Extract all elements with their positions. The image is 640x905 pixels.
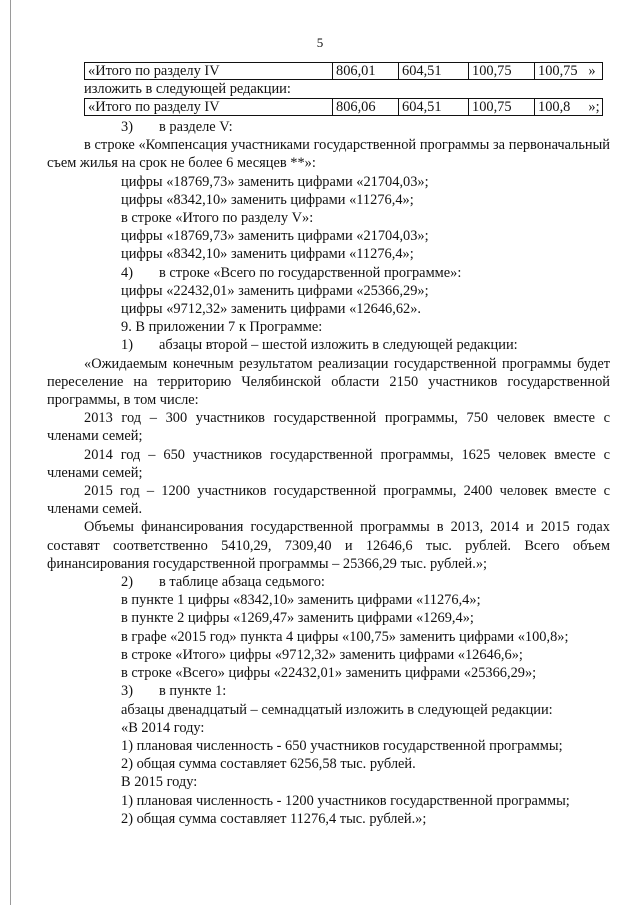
paragraph: в строке «Всего» цифры «22432,01» заменить цифрами «25366,29»; bbox=[121, 665, 537, 682]
paragraph: «В 2014 году: bbox=[121, 719, 205, 736]
table-cell-label: «Итого по разделу IV bbox=[85, 63, 333, 80]
scan-edge-line bbox=[10, 0, 11, 905]
paragraph: 3) в пункте 1: bbox=[121, 683, 227, 700]
table-row bbox=[85, 99, 603, 116]
paragraph: цифры «18769,73» заменить цифрами «21704,03»; bbox=[121, 228, 429, 245]
table-row bbox=[85, 63, 603, 80]
paragraph: «Ожидаемым конечным результатом реализации государственной программы будет переселение на территорию Челябинской области 2150 участников государственной программы, в том числе: bbox=[47, 355, 610, 409]
table-old-total bbox=[84, 62, 603, 80]
table-cell: 604,51 bbox=[399, 63, 469, 80]
paragraph: Объемы финансирования государственной программы в 2013, 2014 и 2015 годах составят соответственно 5410,29, 7309,40 и 12646,6 тыс. рублей. Всего объем финансирования государственной программы – 25366,29 тыс. рублей.»; bbox=[47, 519, 610, 572]
table-cell: 100,8 »; bbox=[535, 99, 603, 116]
paragraph: 2) в таблице абзаца седьмого: bbox=[121, 574, 325, 591]
paragraph: в строке «Итого» цифры «9712,32» заменить цифрами «12646,6»; bbox=[121, 646, 523, 663]
table-cell: 100,75 » bbox=[535, 63, 603, 80]
paragraph: цифры «22432,01» заменить цифрами «25366,29»; bbox=[121, 282, 429, 299]
paragraph: в пункте 1 цифры «8342,10» заменить цифрами «11276,4»; bbox=[121, 592, 481, 609]
table-cell-label: «Итого по разделу IV bbox=[85, 99, 333, 116]
document-body bbox=[47, 62, 610, 828]
paragraph: 2) общая сумма составляет 6256,58 тыс. рублей. bbox=[121, 756, 416, 773]
paragraph: в графе «2015 год» пункта 4 цифры «100,75» заменить цифрами «100,8»; bbox=[121, 628, 569, 645]
paragraph: 2) общая сумма составляет 11276,4 тыс. рублей.»; bbox=[121, 810, 427, 827]
table-cell: 604,51 bbox=[399, 99, 469, 116]
paragraph: 2014 год – 650 участников государственной программы, 1625 человек вместе с членами семей; bbox=[47, 446, 610, 481]
paragraph: цифры «9712,32» заменить цифрами «12646,62». bbox=[121, 301, 422, 318]
paragraph: в строке «Итого по разделу V»: bbox=[121, 210, 314, 227]
table-between-text: изложить в следующей редакции: bbox=[84, 81, 291, 97]
paragraph: 2013 год – 300 участников государственной программы, 750 человек вместе с членами семей; bbox=[47, 410, 610, 445]
table-cell: 100,75 bbox=[469, 99, 535, 116]
paragraph: 2015 год – 1200 участников государственной программы, 2400 человек вместе с членами семей. bbox=[47, 483, 610, 518]
paragraph: в строке «Компенсация участниками государственной программы за первоначальный съем жилья на срок не более 6 месяцев **»: bbox=[47, 137, 610, 172]
page-number: 5 bbox=[316, 35, 324, 50]
paragraph: цифры «18769,73» заменить цифрами «21704,03»; bbox=[121, 173, 429, 190]
paragraph: В 2015 году: bbox=[121, 774, 198, 791]
table-cell: 806,01 bbox=[333, 63, 399, 80]
paragraph: 4) в строке «Всего по государственной программе»: bbox=[121, 264, 462, 281]
paragraph: 1) плановая численность - 1200 участников государственной программы; bbox=[121, 792, 570, 809]
paragraph: цифры «8342,10» заменить цифрами «11276,4»; bbox=[121, 246, 414, 263]
table-cell: 806,06 bbox=[333, 99, 399, 116]
paragraph: 1) плановая численность - 650 участников государственной программы; bbox=[121, 737, 563, 754]
paragraph: 9. В приложении 7 к Программе: bbox=[121, 319, 323, 336]
paragraph: 3) в разделе V: bbox=[121, 119, 233, 135]
paragraph: цифры «8342,10» заменить цифрами «11276,4»; bbox=[121, 191, 414, 208]
paragraph: 1) абзацы второй – шестой изложить в следующей редакции: bbox=[121, 337, 518, 354]
paragraph: в пункте 2 цифры «1269,47» заменить цифрами «1269,4»; bbox=[121, 610, 474, 627]
table-new-total bbox=[84, 98, 603, 116]
paragraph: абзацы двенадцатый – семнадцатый изложить в следующей редакции: bbox=[121, 701, 553, 718]
table-cell: 100,75 bbox=[469, 63, 535, 80]
